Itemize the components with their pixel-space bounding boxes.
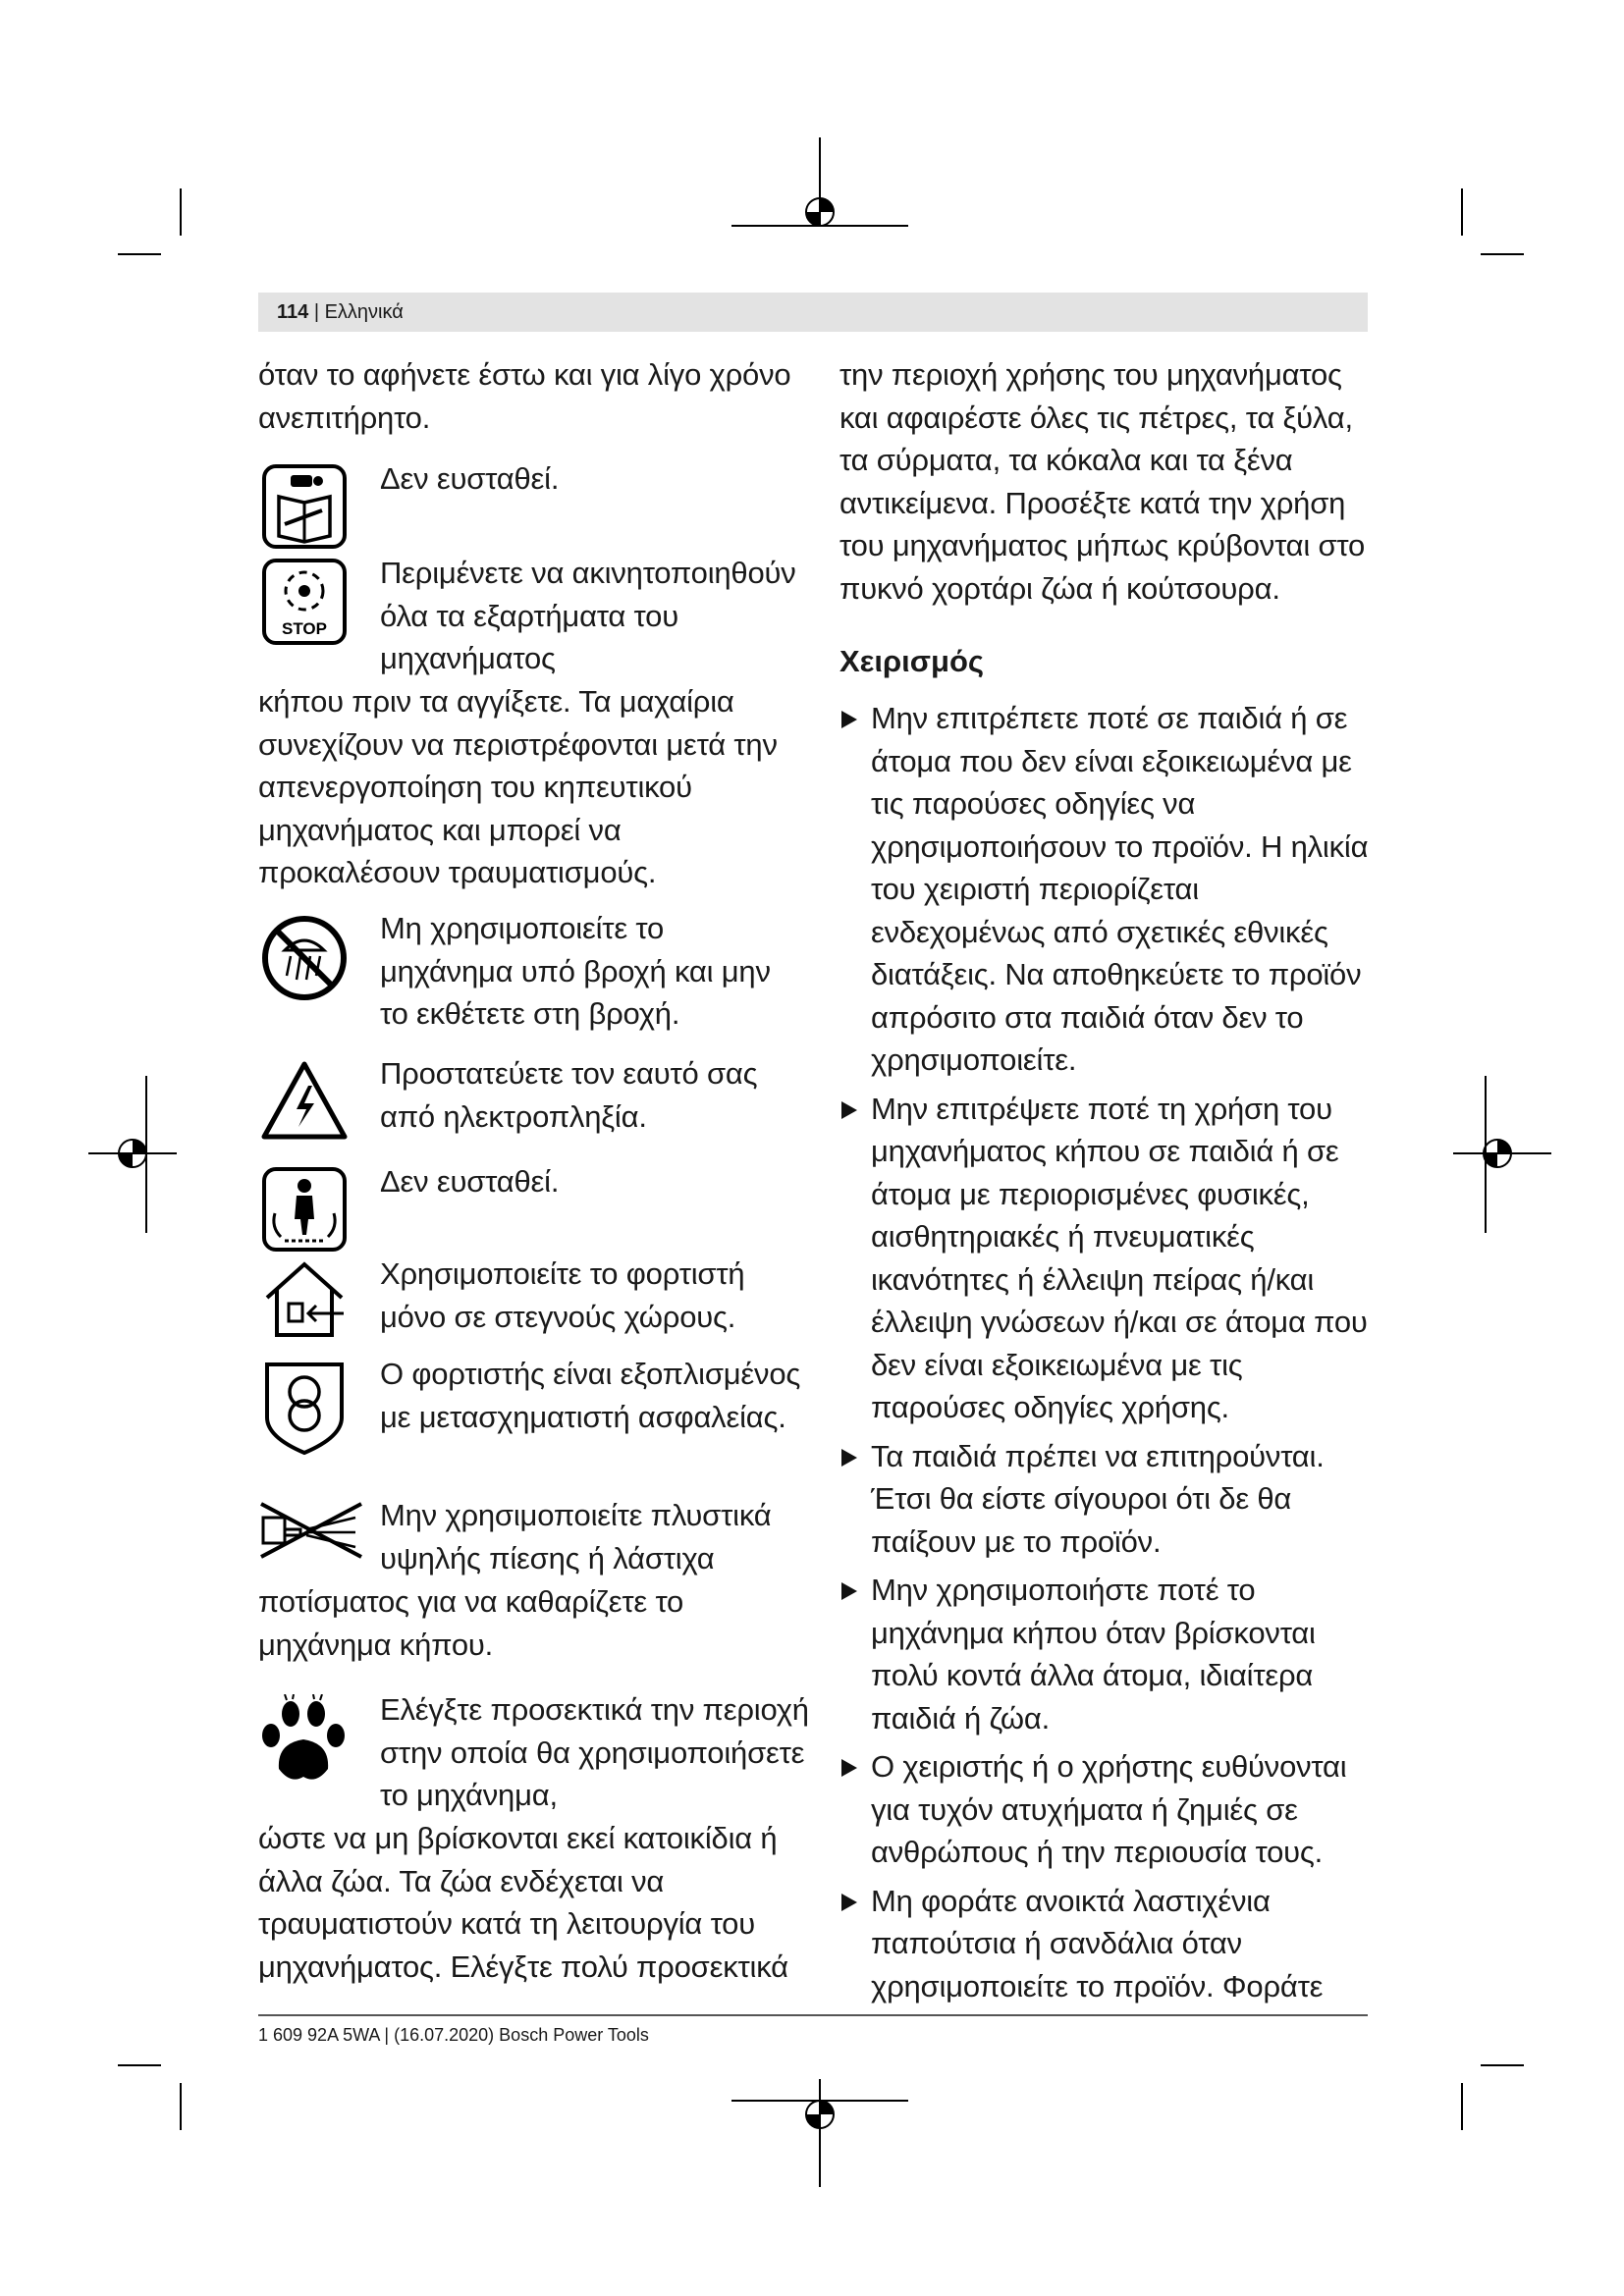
header-language: Ελληνικά <box>324 301 404 323</box>
symbol-text-washer: Μην χρησιμοποιείτε πλυστικά υψηλής πίεσης ή λάστιχα <box>380 1498 772 1575</box>
registration-target-icon <box>731 137 908 236</box>
symbol-text-manual: Δεν ευσταθεί. <box>380 461 560 496</box>
footer-divider <box>258 2014 1368 2016</box>
no-pressure-washer-icon <box>257 1500 365 1561</box>
list-item: Μην επιτρέψετε ποτέ τη χρήση του μηχανήματος κήπου σε παιδιά ή σε άτομα με περιορισμένες φυσικές, αισθητηριακές ή πνευματικές ικανότητες ή έλλειψη πείρας ή/και έλλειψη γνώσεων ή/και σε άτομα που δεν είναι εξοικειωμένα με τις παρούσες οδηγίες χρήσης. <box>839 1088 1375 1429</box>
stop-rotation-icon <box>261 558 348 646</box>
list-item: Μην επιτρέπετε ποτέ σε παιδιά ή σε άτομα που δεν είναι εξοικειωμένα με τις παρούσες οδηγίες να χρησιμοποιήσουν το προϊόν. Η ηλικία του χειριστή περιορίζεται ενδεχομένως από σχετικές εθνικές διατάξεις. Να αποθηκεύετε το προϊόν απρόσιτο στα παιδιά όταν δεν το χρησιμοποιείτε. <box>839 697 1375 1082</box>
list-item: Μη φοράτε ανοικτά λαστιχένια παπούτσια ή σανδάλια όταν χρησιμοποιείτε το προϊόν. Φοράτε <box>839 1880 1375 2008</box>
symbol-text-transformer: Ο φορτιστής είναι εξοπλισμένος με μετασχηματιστή ασφαλείας. <box>380 1357 801 1434</box>
page-number: 114 <box>277 301 309 323</box>
svg-text:STOP: STOP <box>282 619 327 638</box>
symbol-text-stop: Περιμένετε να ακινητοποιηθούν όλα τα εξαρτήματα του μηχανήματος <box>380 556 796 675</box>
bullet-triangle-icon <box>841 1759 857 1777</box>
list-item: Ο χειριστής ή ο χρήστης ευθύνονται για τυχόν ατυχήματα ή ζημιές σε ανθρώπους ή την περιουσία τους. <box>839 1745 1375 1874</box>
symbol-text-stop-continuation: κήπου πριν τα αγγίξετε. Τα μαχαίρια συνεχίζουν να περιστρέφονται μετά την απενεργοποίηση του κηπευτικού μηχανήματος και μπορεί να προκαλέσουν τραυματισμούς. <box>258 684 778 889</box>
list-item: Τα παιδιά πρέπει να επιτηρούνται. Έτσι θα είστε σίγουροι ότι δε θα παίξουν με το προϊόν. <box>839 1435 1375 1564</box>
read-manual-icon <box>261 463 348 550</box>
symbol-text-rain: Μη χρησιμοποιείτε το μηχάνημα υπό βροχή και μην το εκθέτετε στη βροχή. <box>380 911 771 1031</box>
symbol-text-shock: Προστατεύετε τον εαυτό σας από ηλεκτροπληξία. <box>380 1056 758 1134</box>
page-header: 114 | Ελληνικά <box>277 301 404 323</box>
right-intro: την περιοχή χρήσης του μηχανήματος και αφαιρέστε όλες τις πέτρες, τα ξύλα, τα σύρματα, τα κόκαλα και τα ξένα αντικείμενα. Προσέξτε κατά την χρήση του μηχανήματος μήπως κρύβονται στο πυκνό χορτάρι ζώα ή κούτσουρα. <box>839 357 1366 606</box>
bullet-triangle-icon <box>841 1449 857 1467</box>
registration-target-icon <box>1453 1109 1551 1198</box>
page-footer: 1 609 92A 5WA | (16.07.2020) Bosch Power Tools <box>258 2025 649 2045</box>
safety-transformer-icon <box>261 1359 348 1457</box>
animal-paw-icon <box>257 1694 352 1789</box>
section-title-operation: Χειρισμός <box>839 644 985 678</box>
bullet-triangle-icon <box>841 1894 857 1911</box>
bystander-icon <box>261 1166 348 1253</box>
page-header-bar <box>258 293 1368 332</box>
symbol-text-washer-continuation: ποτίσματος για να καθαρίζετε το μηχάνημα κήπου. <box>258 1584 684 1662</box>
registration-target-icon <box>88 1109 177 1198</box>
operation-bullet-list <box>839 697 1375 2013</box>
bullet-triangle-icon <box>841 711 857 728</box>
symbol-text-bystander: Δεν ευσταθεί. <box>380 1164 560 1199</box>
list-item: Μην χρησιμοποιήστε ποτέ το μηχάνημα κήπου όταν βρίσκονται πολύ κοντά άλλα άτομα, ιδιαίτερα παιδιά ή ζώα. <box>839 1569 1375 1739</box>
symbol-text-animals: Ελέγξτε προσεκτικά την περιοχή στην οποία θα χρησιμοποιήσετε το μηχάνημα, <box>380 1692 809 1812</box>
registration-target-icon <box>731 2079 908 2187</box>
no-rain-icon <box>259 913 350 1003</box>
indoor-use-icon <box>259 1258 350 1341</box>
symbol-text-indoor: Χρησιμοποιείτε το φορτιστή μόνο σε στεγνούς χώρους. <box>380 1256 745 1334</box>
electric-shock-warning-icon <box>259 1058 350 1143</box>
bullet-triangle-icon <box>841 1582 857 1600</box>
symbol-text-animals-continuation: ώστε να μη βρίσκονται εκεί κατοικίδια ή άλλα ζώα. Τα ζώα ενδέχεται να τραυματιστούν κατά τη λειτουργία του μηχανήματος. Ελέγξτε πολύ προσεκτικά <box>258 1821 788 1984</box>
left-intro: όταν το αφήνετε έστω και για λίγο χρόνο ανεπιτήρητο. <box>258 357 791 435</box>
bullet-triangle-icon <box>841 1101 857 1119</box>
